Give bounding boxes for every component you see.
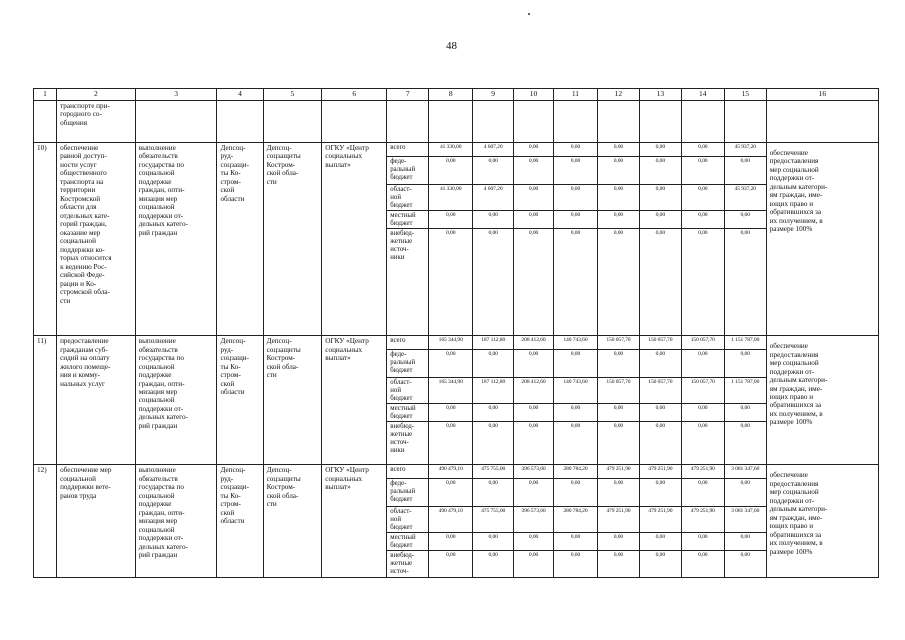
- amount-cell: 0,00: [553, 551, 597, 578]
- table-body: [34, 89, 879, 578]
- header-cell: 4: [217, 89, 263, 101]
- amount-cell: 0,00: [681, 350, 724, 378]
- amount-cell: 0,00: [639, 143, 681, 157]
- amount-cell: 0,00: [597, 479, 639, 507]
- amount-cell: 0,00: [429, 211, 473, 229]
- amount-cell: 0,00: [597, 185, 639, 211]
- amount-cell: 0,00: [514, 404, 554, 422]
- amount-cell: 150 057,70: [597, 336, 639, 350]
- header-cell: 11: [553, 89, 597, 101]
- amount-cell: 0,00: [681, 211, 724, 229]
- amount-cell: 0,00: [553, 211, 597, 229]
- amount-cell: 165 344,90: [429, 336, 473, 350]
- amount-cell: 150 057,70: [681, 378, 724, 404]
- amount-cell: 0,00: [724, 422, 766, 465]
- amount-cell: 0,00: [681, 551, 724, 578]
- header-cell: 8: [429, 89, 473, 101]
- section-institution: ОГКУ «Центр социальных выплат»: [322, 465, 387, 578]
- amount-cell: 0,00: [597, 404, 639, 422]
- amount-cell: 0,00: [681, 404, 724, 422]
- amount-cell: 396 573,60: [514, 507, 554, 533]
- funding-source: област- ной бюджет: [387, 507, 429, 533]
- funding-source: област- ной бюджет: [387, 378, 429, 404]
- section-responsible: Депсоц- руд- соцзащи- ты Ко- стром- ской области: [217, 465, 263, 578]
- amount-cell: 0,00: [553, 422, 597, 465]
- amount-cell: 150 057,70: [639, 336, 681, 350]
- amount-cell: 140 743,60: [553, 336, 597, 350]
- amount-cell: 3 081 347,60: [724, 465, 766, 479]
- amount-cell: 0,00: [473, 350, 514, 378]
- section-num: 11): [34, 336, 57, 465]
- amount-cell: 0,00: [597, 422, 639, 465]
- section-result: обеспечение предоставления мер социальной поддержки от- дельным категори- ям граждан, име- ющих право и обратившихся за их получением, в размере 100%: [766, 465, 878, 578]
- amount-cell: 0,00: [724, 211, 766, 229]
- amount-cell: 396 573,60: [514, 465, 554, 479]
- funding-source: местный бюджет: [387, 533, 429, 551]
- funding-source: всего: [387, 336, 429, 350]
- amount-cell: 0,00: [724, 404, 766, 422]
- section-result: обеспечение предоставления мер социальной поддержки от- дельным категори- ям граждан, име- ющих право и обратившихся за их получением, в размере 100%: [766, 336, 878, 465]
- amount-cell: 0,00: [553, 157, 597, 185]
- section-result: обеспечение предоставления мер социальной поддержки от- дельным категори- ям граждан, име- ющих право и обратившихся за их получением, в размере 100%: [766, 143, 878, 336]
- amount-cell: 150 057,70: [681, 336, 724, 350]
- section-num: 10): [34, 143, 57, 336]
- table-cell: [766, 101, 878, 143]
- amount-cell: 0,00: [639, 551, 681, 578]
- amount-cell: 0,00: [514, 185, 554, 211]
- amount-cell: 0,00: [597, 157, 639, 185]
- amount-cell: 0,00: [639, 479, 681, 507]
- amount-cell: 165 344,90: [429, 378, 473, 404]
- amount-cell: 475 755,00: [473, 507, 514, 533]
- program-table: [33, 88, 879, 578]
- amount-cell: 0,00: [429, 157, 473, 185]
- amount-cell: 0,00: [553, 479, 597, 507]
- amount-cell: 479 251,90: [639, 507, 681, 533]
- funding-source: внебюд- жетные источ-: [387, 551, 429, 578]
- amount-cell: 0,00: [473, 404, 514, 422]
- amount-cell: 0,00: [639, 404, 681, 422]
- amount-cell: 0,00: [639, 350, 681, 378]
- amount-cell: 0,00: [681, 185, 724, 211]
- table-row: [34, 465, 879, 479]
- funding-source: феде- ральный бюджет: [387, 350, 429, 378]
- amount-cell: 0,00: [429, 551, 473, 578]
- amount-cell: 0,00: [473, 422, 514, 465]
- amount-cell: 0,00: [553, 404, 597, 422]
- table-cell: [681, 101, 724, 143]
- amount-cell: 0,00: [473, 157, 514, 185]
- table-cell: [553, 101, 597, 143]
- header-cell: 3: [135, 89, 217, 101]
- amount-cell: 0,00: [639, 185, 681, 211]
- amount-cell: 280 784,20: [553, 465, 597, 479]
- amount-cell: 0,00: [597, 211, 639, 229]
- amount-cell: 0,00: [429, 479, 473, 507]
- section-task: выполнение обязательств государства по социальной поддержке граждан, опти- мизация мер социальной поддержки от- дельных катего- рий граждан: [135, 336, 217, 465]
- amount-cell: 45 937,20: [724, 143, 766, 157]
- amount-cell: 0,00: [639, 211, 681, 229]
- amount-cell: 1 151 787,00: [724, 378, 766, 404]
- header-cell: 15: [724, 89, 766, 101]
- amount-cell: 45 937,20: [724, 185, 766, 211]
- amount-cell: 0,00: [473, 551, 514, 578]
- table-row: [34, 336, 879, 350]
- section-task: выполнение обязательств государства по социальной поддержке граждан, опти- мизация мер социальной поддержки от- дельных катего- рий граждан: [135, 465, 217, 578]
- table-cell: [387, 101, 429, 143]
- amount-cell: 0,00: [724, 479, 766, 507]
- table-cell: [429, 101, 473, 143]
- amount-cell: 0,00: [597, 551, 639, 578]
- amount-cell: 0,00: [473, 479, 514, 507]
- table-cell: [135, 101, 217, 143]
- amount-cell: 479 251,90: [681, 507, 724, 533]
- amount-cell: 479 251,90: [681, 465, 724, 479]
- amount-cell: 4 607,20: [473, 143, 514, 157]
- page-number: 48: [446, 40, 457, 52]
- amount-cell: 0,00: [429, 404, 473, 422]
- amount-cell: 0,00: [597, 229, 639, 336]
- amount-cell: 479 251,90: [639, 465, 681, 479]
- amount-cell: 0,00: [681, 143, 724, 157]
- table-cell: [639, 101, 681, 143]
- section-num: 12): [34, 465, 57, 578]
- amount-cell: 0,00: [553, 533, 597, 551]
- amount-cell: 0,00: [429, 533, 473, 551]
- section-responsible: Депсоц- руд- соцзащи- ты Ко- стром- ской области: [217, 336, 263, 465]
- amount-cell: 0,00: [639, 533, 681, 551]
- amount-cell: 41 330,00: [429, 143, 473, 157]
- amount-cell: 208 412,60: [514, 336, 554, 350]
- amount-cell: 0,00: [514, 350, 554, 378]
- scan-speck: [528, 13, 530, 15]
- table-cell: [263, 101, 322, 143]
- amount-cell: 0,00: [724, 229, 766, 336]
- amount-cell: 0,00: [514, 551, 554, 578]
- table-cell: [724, 101, 766, 143]
- header-cell: 1: [34, 89, 57, 101]
- continuation-row: [34, 101, 879, 143]
- amount-cell: 0,00: [724, 533, 766, 551]
- amount-cell: 0,00: [639, 229, 681, 336]
- amount-cell: 0,00: [724, 350, 766, 378]
- header-cell: 2: [57, 89, 136, 101]
- funding-source: всего: [387, 465, 429, 479]
- amount-cell: 280 784,20: [553, 507, 597, 533]
- funding-source: внебюд- жетные источ- ники: [387, 422, 429, 465]
- funding-source: феде- ральный бюджет: [387, 479, 429, 507]
- amount-cell: 0,00: [473, 211, 514, 229]
- amount-cell: 0,00: [514, 533, 554, 551]
- amount-cell: 150 057,70: [597, 378, 639, 404]
- table-cell: [473, 101, 514, 143]
- section-task: выполнение обязательств государства по социальной поддержке граждан, опти- мизация мер социальной поддержки от- дельных катего- рий граждан: [135, 143, 217, 336]
- amount-cell: 0,00: [514, 422, 554, 465]
- amount-cell: 187 112,80: [473, 336, 514, 350]
- header-cell: 13: [639, 89, 681, 101]
- header-cell: 14: [681, 89, 724, 101]
- amount-cell: 490 479,10: [429, 465, 473, 479]
- amount-cell: 0,00: [553, 350, 597, 378]
- amount-cell: 0,00: [639, 422, 681, 465]
- amount-cell: 0,00: [473, 533, 514, 551]
- amount-cell: 0,00: [597, 533, 639, 551]
- amount-cell: 490 479,10: [429, 507, 473, 533]
- amount-cell: 0,00: [681, 229, 724, 336]
- amount-cell: 0,00: [514, 211, 554, 229]
- amount-cell: 187 112,80: [473, 378, 514, 404]
- amount-cell: 0,00: [429, 229, 473, 336]
- amount-cell: 479 251,90: [597, 465, 639, 479]
- funding-source: всего: [387, 143, 429, 157]
- header-cell: 5: [263, 89, 322, 101]
- amount-cell: 1 151 787,00: [724, 336, 766, 350]
- header-cell: 6: [322, 89, 387, 101]
- amount-cell: 3 081 347,60: [724, 507, 766, 533]
- section-event: предоставление гражданам суб- сидий на оплату жилого помеще- ния и комму- нальных услуг: [57, 336, 136, 465]
- funding-source: местный бюджет: [387, 404, 429, 422]
- amount-cell: 0,00: [681, 422, 724, 465]
- table-cell: [322, 101, 387, 143]
- amount-cell: 475 755,00: [473, 465, 514, 479]
- amount-cell: 0,00: [553, 143, 597, 157]
- amount-cell: 41 330,00: [429, 185, 473, 211]
- amount-cell: 0,00: [553, 229, 597, 336]
- table-cell: [597, 101, 639, 143]
- header-cell: 16: [766, 89, 878, 101]
- section-institution: ОГКУ «Центр социальных выплат»: [322, 336, 387, 465]
- section-coexecutor: Депсоц- соцзащиты Костром- ской обла- сти: [263, 143, 322, 336]
- amount-cell: 0,00: [681, 479, 724, 507]
- funding-source: внебюд- жетные источ- ники: [387, 229, 429, 336]
- section-coexecutor: Депсоц- соцзащиты Костром- ской обла- сти: [263, 465, 322, 578]
- amount-cell: 0,00: [429, 350, 473, 378]
- funding-source: феде- ральный бюджет: [387, 157, 429, 185]
- amount-cell: 4 607,20: [473, 185, 514, 211]
- amount-cell: 479 251,90: [597, 507, 639, 533]
- amount-cell: 150 057,70: [639, 378, 681, 404]
- section-institution: ОГКУ «Центр социальных выплат»: [322, 143, 387, 336]
- amount-cell: 0,00: [514, 157, 554, 185]
- section-coexecutor: Депсоц- соцзащиты Костром- ской обла- сти: [263, 336, 322, 465]
- amount-cell: 0,00: [514, 143, 554, 157]
- amount-cell: 0,00: [514, 479, 554, 507]
- funding-source: област- ной бюджет: [387, 185, 429, 211]
- amount-cell: 0,00: [553, 185, 597, 211]
- amount-cell: 0,00: [724, 157, 766, 185]
- continuation-text: транспорте при- городного со- общения: [57, 101, 136, 143]
- amount-cell: 0,00: [429, 422, 473, 465]
- header-cell: 10: [514, 89, 554, 101]
- section-event: обеспечение равной доступ- ности услуг общественного транспорта на территории Костромской области для отдельных кате- горий граждан, оказание мер социальной поддержки ко- торых относится к ведению Рос- сийской Феде- рации и Ко- стромской обла- сти: [57, 143, 136, 336]
- funding-source: местный бюджет: [387, 211, 429, 229]
- amount-cell: 208 412,60: [514, 378, 554, 404]
- amount-cell: 0,00: [597, 143, 639, 157]
- table-cell: [514, 101, 554, 143]
- section-event: обеспечение мер социальной поддержки вете- ранов труда: [57, 465, 136, 578]
- table-cell: [217, 101, 263, 143]
- amount-cell: 0,00: [681, 533, 724, 551]
- section-responsible: Депсоц- руд- соцзащи- ты Ко- стром- ской области: [217, 143, 263, 336]
- header-cell: 9: [473, 89, 514, 101]
- table-cell: [34, 101, 57, 143]
- amount-cell: 0,00: [681, 157, 724, 185]
- header-row: [34, 89, 879, 101]
- header-cell: 12: [597, 89, 639, 101]
- amount-cell: 0,00: [473, 229, 514, 336]
- amount-cell: 0,00: [514, 229, 554, 336]
- amount-cell: 140 743,60: [553, 378, 597, 404]
- amount-cell: 0,00: [639, 157, 681, 185]
- header-cell: 7: [387, 89, 429, 101]
- table-row: [34, 143, 879, 157]
- amount-cell: 0,00: [597, 350, 639, 378]
- amount-cell: 0,00: [724, 551, 766, 578]
